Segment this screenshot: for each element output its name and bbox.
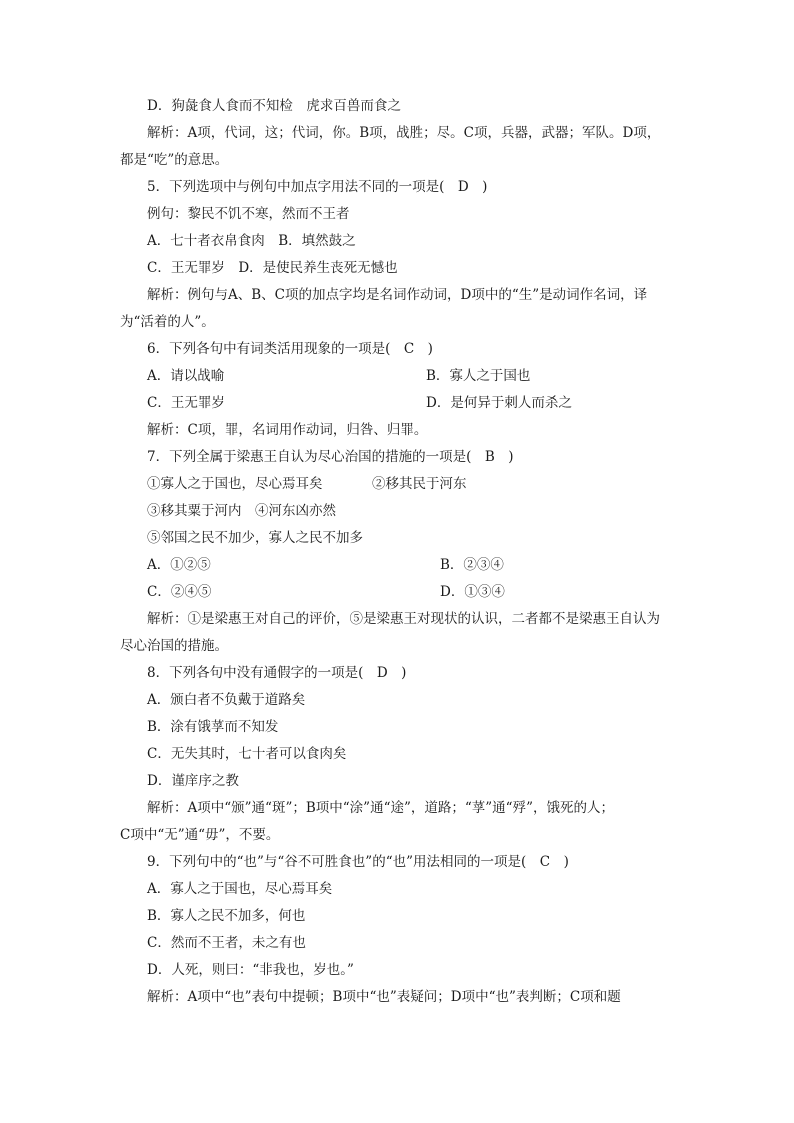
- analysis-continuation: 为“活着的人”。: [120, 314, 215, 330]
- question-6: 6．下列各句中有词类活用现象的一项是( C ): [147, 341, 433, 357]
- option-b: B．涂有饿莩而不知发: [147, 719, 279, 735]
- example-sentence: 例句：黎民不饥不寒，然而不王者: [147, 206, 350, 222]
- options-cd: C．王无罪岁 D．是使民养生丧死无憾也: [147, 260, 398, 276]
- analysis-line: 解析：A项，代词，这；代词，你。B项，战胜；尽。C项，兵器，武器；军队。D项，: [147, 125, 661, 141]
- analysis-line: 解析：A项中“颁”通“斑”；B项中“涂”通“途”，道路；“莩”通“殍”，饿死的人；: [147, 800, 614, 816]
- question-5: 5．下列选项中与例句中加点字用法不同的一项是( D ): [147, 179, 488, 195]
- option-d: D．谨庠序之教: [147, 773, 239, 789]
- option-b: B．②③④: [440, 557, 504, 573]
- statement-2: ②移其民于河东: [372, 476, 467, 492]
- option-c: C．②④⑤: [147, 584, 212, 600]
- option-c: C．然而不王者，未之有也: [147, 935, 306, 951]
- statements-3-4: ③移其粟于河内 ④河东凶亦然: [147, 503, 336, 519]
- question-8: 8．下列各句中没有通假字的一项是( D ): [147, 665, 407, 681]
- analysis-continuation: 都是“吃”的意思。: [120, 152, 229, 168]
- option-c: C．无失其时，七十者可以食肉矣: [147, 746, 347, 762]
- option-b: B．寡人之于国也: [426, 368, 531, 384]
- analysis-line: 解析：例句与A、B、C项的加点字均是名词作动词，D项中的“生”是动词作名词，译: [147, 287, 648, 303]
- option-a: A．寡人之于国也，尽心焉耳矣: [147, 881, 333, 897]
- statement-5: ⑤邻国之民不加少，寡人之民不加多: [147, 530, 363, 546]
- option-d: D．①③④: [440, 584, 505, 600]
- options-ab: A．七十者衣帛食肉 B．填然鼓之: [147, 233, 356, 249]
- option-c: C．王无罪岁: [147, 395, 225, 411]
- question-7: 7．下列全属于梁惠王自认为尽心治国的措施的一项是( B ): [147, 449, 514, 465]
- option-a: A．颁白者不负戴于道路矣: [147, 692, 306, 708]
- analysis-line: 解析：①是梁惠王对自己的评价，⑤是梁惠王对现状的认识，二者都不是梁惠王自认为: [147, 611, 660, 627]
- option-d: D．是何异于刺人而杀之: [426, 395, 572, 411]
- question-9: 9．下列句中的“也”与“谷不可胜食也”的“也”用法相同的一项是( C ): [147, 854, 569, 870]
- option-d: D．人死，则曰：“非我也，岁也。”: [147, 962, 354, 978]
- statement-1: ①寡人之于国也，尽心焉耳矣: [147, 476, 323, 492]
- analysis-continuation: 尽心治国的措施。: [120, 638, 228, 654]
- option-a: A．①②⑤: [147, 557, 211, 573]
- analysis-line: 解析：C项，罪，名词用作动词，归咎、归罪。: [147, 422, 428, 438]
- analysis-continuation: C项中“无”通“毋”，不要。: [120, 827, 280, 843]
- analysis-line: 解析：A项中“也”表句中提顿；B项中“也”表疑问；D项中“也”表判断；C项和题: [147, 989, 621, 1005]
- option-d-line: D．狗彘食人食而不知检 虎求百兽而食之: [147, 98, 401, 114]
- option-a: A．请以战喻: [147, 368, 225, 384]
- option-b: B．寡人之民不加多，何也: [147, 908, 306, 924]
